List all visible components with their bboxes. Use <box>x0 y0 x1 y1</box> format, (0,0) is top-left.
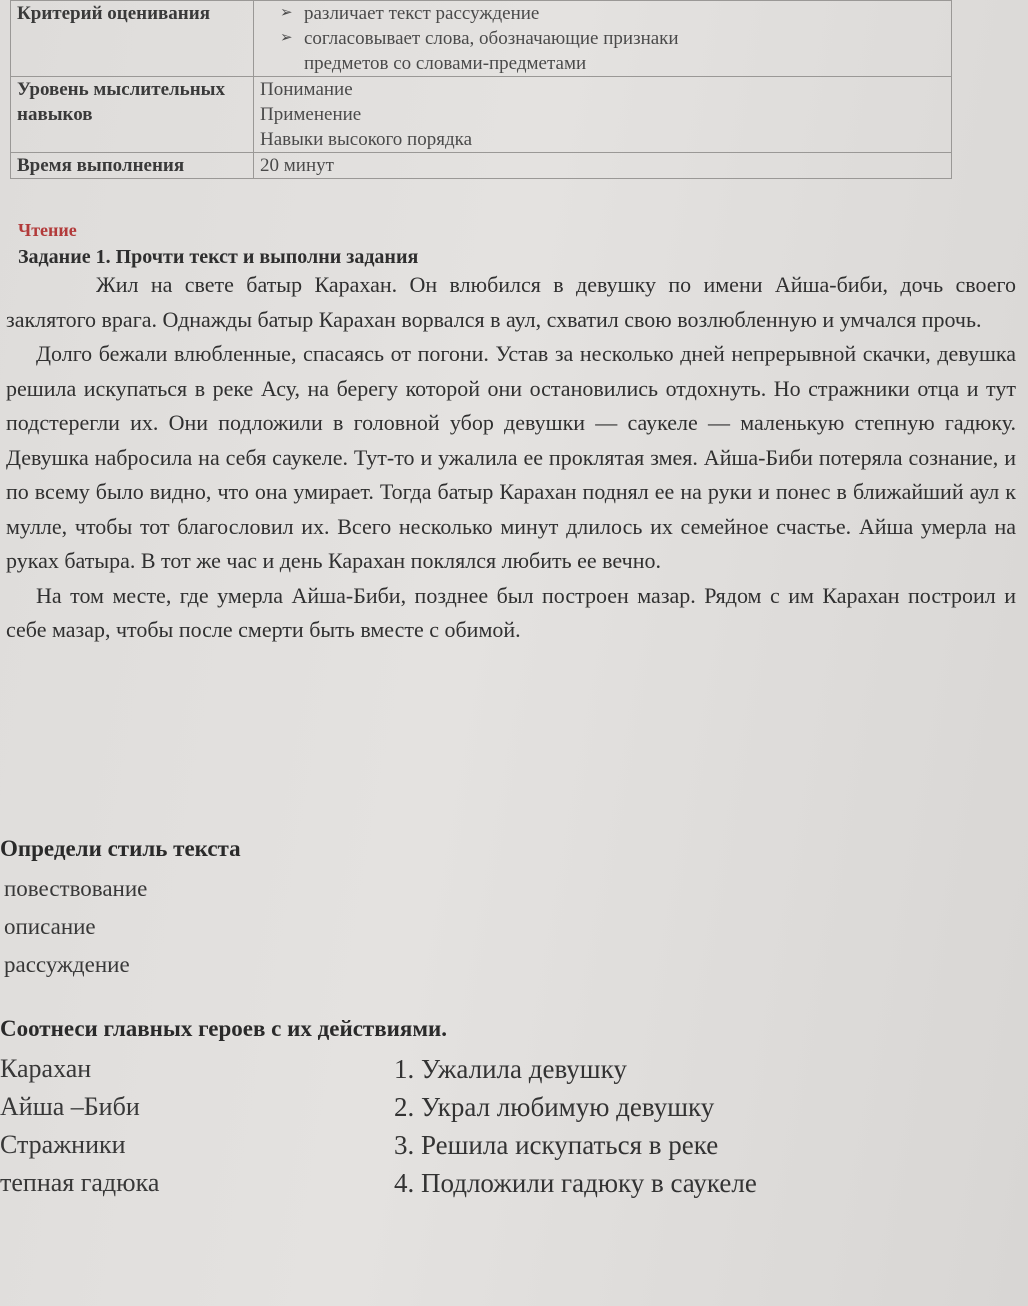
actions-list <box>394 1050 757 1202</box>
reading-text <box>6 268 1016 648</box>
list-item: Навыки высокого порядка <box>260 129 472 150</box>
criteria-label: Критерий оценивания <box>11 1 254 77</box>
hero-item: тепная гадюка <box>0 1168 160 1197</box>
hero-item: Карахан <box>0 1054 92 1083</box>
style-options <box>4 870 147 984</box>
list-item: ➢ различает текст рассуждение <box>260 1 945 26</box>
option-item: описание <box>4 914 96 939</box>
section-tag: Чтение <box>18 220 77 240</box>
action-item: 1. Ужалила девушку <box>394 1054 627 1084</box>
hero-item: Айша –Биби <box>0 1092 140 1121</box>
list-item: ➢ согласовывает слова, обозначающие признаки <box>260 26 945 51</box>
criteria-table <box>10 0 952 179</box>
heroes-list <box>0 1050 159 1202</box>
criteria-values <box>254 1 952 77</box>
option-item: рассуждение <box>4 952 130 977</box>
time-value: 20 минут <box>254 153 952 179</box>
skills-values <box>254 77 952 153</box>
action-item: 4. Подложили гадюку в саукеле <box>394 1168 757 1198</box>
table-row <box>11 77 952 153</box>
skills-label: Уровень мыслительных навыков <box>11 77 254 153</box>
table-row <box>11 153 952 179</box>
list-item: Применение <box>260 104 362 125</box>
task-title: Задание 1. Прочти текст и выполни задания <box>18 246 419 268</box>
hero-item: Стражники <box>0 1130 126 1159</box>
list-item: предметов со словами-предметами <box>304 53 587 74</box>
list-item: Понимание <box>260 79 353 100</box>
time-label: Время выполнения <box>11 153 254 179</box>
question-title: Соотнеси главных героев с их действиями. <box>0 1016 447 1041</box>
action-item: 2. Украл любимую девушку <box>394 1092 715 1122</box>
paragraph: Долго бежали влюбленные, спасаясь от погони. Устав за несколько дней непрерывной скачки, девушка решила искупаться в реке Асу, на берегу которой они остановились отдохнуть. Но стражники отца и тут подстерегли их. Они подложили в головной убор девушки — саукеле — маленькую степную гадюку. Девушка набросила на себя саукеле. Тут-то и ужалила ее проклятая змея. Айша-Биби потеряла сознание, и по всему было видно, что она умирает. Тогда батыр Карахан поднял ее на руки и понес в ближайший аул к мулле, чтобы тот благословил их. Всего несколько минут длилось их семейное счастье. Айша умерла на руках батыра. В тот же час и день Карахан поклялся любить ее вечно. <box>6 341 1016 573</box>
table-row <box>11 1 952 77</box>
action-item: 3. Решила искупаться в реке <box>394 1130 719 1160</box>
option-item: повествование <box>4 876 148 901</box>
paragraph: На том месте, где умерла Айша-Биби, позднее был построен мазар. Рядом с им Карахан построил и себе мазар, чтобы после смерти быть вместе с обимой. <box>6 582 1016 642</box>
question-title: Определи стиль текста <box>0 836 241 861</box>
paragraph: Жил на свете батыр Карахан. Он влюбился в девушку по имени Айша-биби, дочь своего заклятого врага. Однажды батыр Карахан ворвался в аул, схватил свою возлюбленную и умчался прочь. <box>6 272 1016 332</box>
